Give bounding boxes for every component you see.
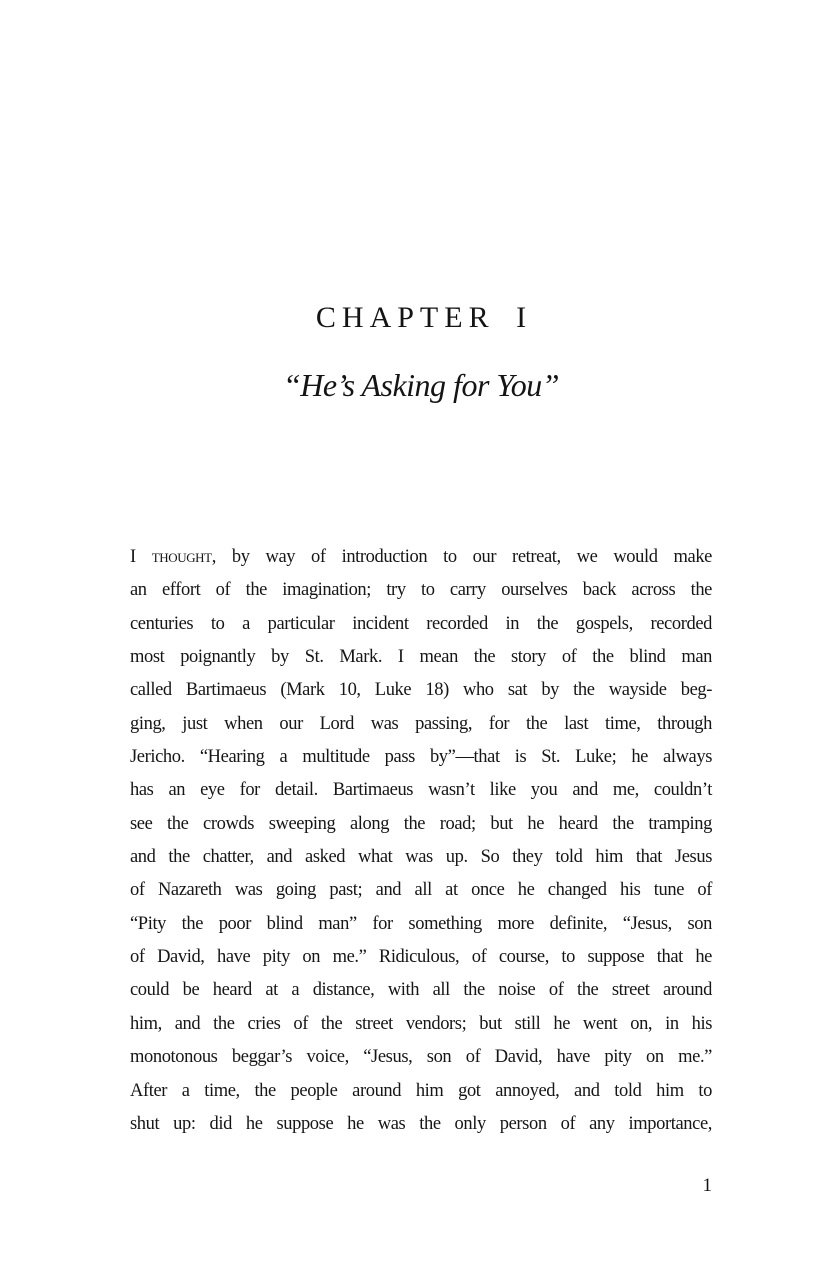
body-paragraph [130,541,712,1141]
paragraph-line: “Pity the poor blind man” for something more definite, “Jesus, son [130,913,712,934]
paragraph-line: has an eye for detail. Bartimaeus wasn’t like you and me, couldn’t [130,780,712,801]
paragraph-line: him, and the cries of the street vendors; but still he went on, in his [130,1013,712,1034]
paragraph-line: After a time, the people around him got annoyed, and told him to [130,1080,712,1101]
paragraph-line: monotonous beggar’s voice, “Jesus, son of David, have pity on me.” [130,1047,712,1068]
paragraph-line: and the chatter, and asked what was up. So they told him that Jesus [130,847,712,868]
leadin-rest: by way of introduction to our retreat, we would make [231,547,712,567]
paragraph-line: centuries to a particular incident recorded in the gospels, recorded [130,613,712,634]
paragraph-line: ging, just when our Lord was passing, for the last time, through [130,713,712,734]
paragraph-line: called Bartimaeus (Mark 10, Luke 18) who sat by the wayside beg- [130,680,712,701]
paragraph-line: of Nazareth was going past; and all at once he changed his tune of [130,880,712,901]
paragraph-line: see the crowds sweeping along the road; but he heard the tramping [130,813,712,834]
chapter-heading: CHAPTER I [315,301,533,334]
paragraph-line: of David, have pity on me.” Ridiculous, of course, to suppose that he [130,947,712,968]
leadin-smallcaps: I thought, [130,547,216,567]
paragraph-line: shut up: did he suppose he was the only person of any importance, [130,1113,712,1134]
page-number: 1 [702,1175,712,1196]
chapter-title: “He’s Asking for You” [282,367,560,403]
paragraph-line [130,541,712,574]
paragraph-line: could be heard at a distance, with all the noise of the street around [130,980,712,1001]
paragraph-line: an effort of the imagination; try to carry ourselves back across the [130,580,712,601]
paragraph-line: most poignantly by St. Mark. I mean the story of the blind man [130,647,712,668]
paragraph-line: Jericho. “Hearing a multitude pass by”—that is St. Luke; he always [130,747,712,768]
